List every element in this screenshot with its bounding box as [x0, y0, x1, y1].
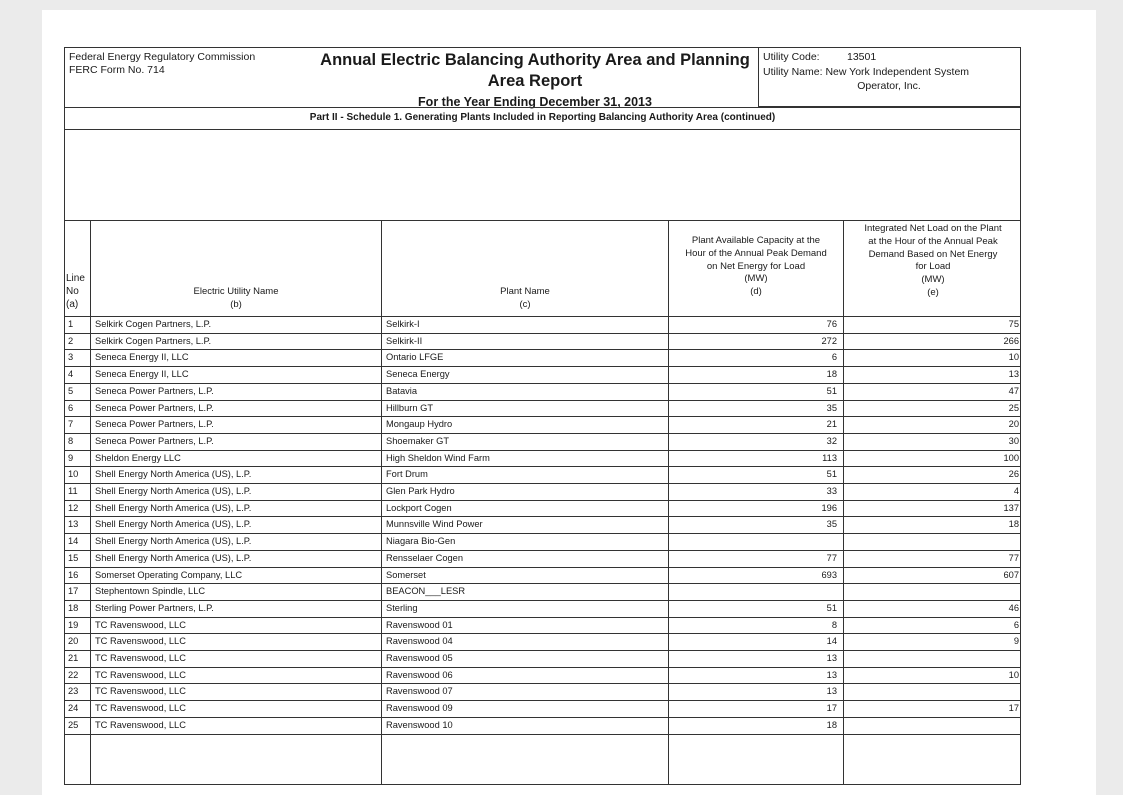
- colhead-netload-4: for Load: [915, 261, 951, 273]
- row-line-no: 5: [68, 385, 74, 396]
- row-line-no: 7: [68, 419, 74, 430]
- row-capacity: 8: [831, 619, 837, 630]
- utility-name-label: Utility Name:: [763, 66, 823, 78]
- colhead-plant: [382, 286, 668, 312]
- colhead-netload-6: (e): [927, 286, 939, 298]
- row-line-no: 10: [68, 469, 79, 480]
- row-line-no: 11: [68, 486, 78, 496]
- row-line-no: 8: [68, 435, 74, 446]
- colhead-capacity-3: on Net Energy for Load: [706, 260, 806, 272]
- row-utility-name: Seneca Energy II, LLC: [95, 369, 189, 380]
- colhead-capacity-4: (MW): [744, 273, 768, 285]
- colhead-capacity-1: Plant Available Capacity at the: [691, 235, 821, 246]
- row-line-no: 14: [68, 536, 79, 547]
- colhead-capacity: [669, 235, 843, 299]
- row-net-load: 75: [1008, 319, 1019, 329]
- row-line-no: 3: [68, 352, 74, 363]
- row-capacity: 113: [822, 452, 837, 463]
- row-utility-name: TC Ravenswood, LLC: [95, 686, 186, 697]
- ferc-form: [64, 47, 1021, 785]
- row-net-load: 26: [1008, 469, 1019, 480]
- row-plant-name: Sterling: [386, 602, 418, 613]
- row-utility-name: TC Ravenswood, LLC: [95, 669, 186, 680]
- row-net-load: 4: [1013, 486, 1019, 496]
- row-plant-name: Ravenswood 04: [386, 636, 453, 647]
- report-year: For the Year Ending December 31, 2013: [418, 95, 652, 109]
- row-net-load: 25: [1008, 402, 1019, 413]
- row-utility-name: Selkirk Cogen Partners, L.P.: [95, 319, 212, 329]
- row-utility-name: Seneca Power Partners, L.P.: [95, 402, 214, 413]
- row-net-load: 100: [1003, 452, 1019, 463]
- header-divider: [65, 107, 1020, 108]
- row-line-no: 19: [68, 619, 79, 630]
- row-net-load: 17: [1008, 703, 1019, 714]
- row-line-no: 20: [68, 636, 79, 647]
- row-net-load: 6: [1013, 619, 1019, 630]
- utility-name-row: [763, 65, 969, 79]
- row-line-no: 9: [68, 452, 74, 463]
- row-plant-name: BEACON___LESR: [386, 586, 466, 597]
- row-plant-name: Seneca Energy: [386, 369, 450, 380]
- row-plant-name: Hillburn GT: [386, 402, 434, 413]
- colhead-utility-2: (b): [230, 298, 242, 310]
- row-utility-name: Seneca Energy II, LLC: [95, 352, 189, 363]
- colhead-line-1: Line: [66, 273, 85, 284]
- colhead-netload-2: at the Hour of the Annual Peak: [868, 235, 998, 247]
- row-utility-name: Shell Energy North America (US), L.P.: [95, 502, 252, 513]
- row-net-load: 10: [1008, 352, 1019, 363]
- row-net-load: 47: [1008, 385, 1019, 396]
- row-utility-name: Shell Energy North America (US), L.P.: [95, 552, 252, 563]
- utility-code-row: [763, 50, 877, 64]
- row-plant-name: Niagara Bio-Gen: [386, 536, 456, 547]
- row-plant-name: High Sheldon Wind Farm: [386, 452, 490, 463]
- row-line-no: 22: [68, 669, 79, 680]
- row-line-no: 25: [68, 719, 79, 730]
- row-capacity: 13: [826, 669, 837, 680]
- row-line-no: 17: [68, 586, 79, 597]
- row-plant-name: Munnsville Wind Power: [386, 519, 483, 530]
- row-capacity: 693: [821, 569, 837, 580]
- utility-code-value: 13501: [847, 51, 877, 63]
- utility-info-box: [758, 47, 1021, 107]
- row-net-load: 266: [1003, 335, 1019, 346]
- row-capacity: 18: [826, 719, 837, 730]
- row-utility-name: Shell Energy North America (US), L.P.: [95, 536, 252, 547]
- row-plant-name: Ravenswood 01: [386, 619, 453, 630]
- agency-name: Federal Energy Regulatory Commission: [69, 51, 256, 63]
- row-capacity: 35: [826, 519, 837, 530]
- row-line-no: 12: [68, 502, 79, 513]
- row-line-no: 16: [68, 569, 79, 580]
- row-divider: [65, 734, 1020, 735]
- row-net-load: 13: [1008, 369, 1019, 380]
- colhead-plant-1: Plant Name: [500, 286, 550, 297]
- row-utility-name: TC Ravenswood, LLC: [95, 636, 186, 647]
- row-plant-name: Ravenswood 09: [386, 703, 453, 714]
- row-plant-name: Ravenswood 10: [386, 719, 453, 730]
- row-plant-name: Batavia: [386, 385, 418, 396]
- utility-code-label: Utility Code:: [763, 51, 820, 63]
- row-net-load: 607: [1003, 569, 1019, 580]
- row-plant-name: Ravenswood 07: [386, 686, 453, 697]
- colhead-netload: [844, 223, 1022, 300]
- row-plant-name: Shoemaker GT: [386, 435, 450, 446]
- row-line-no: 6: [68, 402, 74, 413]
- row-net-load: 18: [1008, 519, 1019, 530]
- row-plant-name: Ontario LFGE: [386, 352, 444, 363]
- row-line-no: 1: [68, 319, 74, 329]
- colhead-capacity-2: Hour of the Annual Peak Demand: [685, 247, 827, 259]
- row-capacity: 21: [826, 419, 837, 430]
- part-divider: [65, 129, 1020, 130]
- document-page: [42, 10, 1096, 795]
- row-capacity: 17: [826, 703, 837, 714]
- row-utility-name: Shell Energy North America (US), L.P.: [95, 519, 252, 530]
- row-capacity: 32: [826, 435, 837, 446]
- row-line-no: 4: [68, 369, 74, 380]
- row-net-load: 30: [1008, 435, 1019, 446]
- form-number: FERC Form No. 714: [69, 64, 165, 76]
- colhead-line-3: (a): [66, 298, 79, 310]
- colhead-line: [65, 273, 91, 311]
- row-utility-name: Shell Energy North America (US), L.P.: [95, 469, 252, 480]
- colhead-capacity-5: (d): [750, 286, 762, 298]
- utility-name-line1: New York Independent System: [825, 66, 970, 78]
- colhead-utility-1: Electric Utility Name: [193, 286, 279, 297]
- row-capacity: 14: [826, 636, 837, 647]
- row-utility-name: Seneca Power Partners, L.P.: [95, 435, 214, 446]
- row-line-no: 13: [68, 519, 79, 530]
- row-net-load: 77: [1008, 552, 1019, 563]
- row-utility-name: Seneca Power Partners, L.P.: [95, 385, 214, 396]
- colhead-netload-1: Integrated Net Load on the Plant: [864, 223, 1002, 234]
- row-utility-name: Somerset Operating Company, LLC: [95, 569, 243, 580]
- colhead-netload-5: (MW): [921, 274, 945, 286]
- row-utility-name: TC Ravenswood, LLC: [95, 653, 186, 663]
- row-line-no: 2: [68, 335, 74, 346]
- part-title: Part II - Schedule 1. Generating Plants Included in Reporting Balancing Authority Area (continued): [309, 112, 776, 123]
- row-plant-name: Selkirk-I: [386, 319, 420, 329]
- row-line-no: 18: [68, 602, 79, 613]
- header-left: [69, 51, 309, 77]
- row-capacity: 6: [831, 352, 837, 363]
- row-plant-name: Rensselaer Cogen: [386, 552, 464, 563]
- row-net-load: 9: [1013, 636, 1019, 647]
- row-line-no: 21: [68, 653, 79, 663]
- row-line-no: 15: [68, 552, 79, 563]
- row-utility-name: Selkirk Cogen Partners, L.P.: [95, 335, 212, 346]
- row-capacity: 35: [826, 402, 837, 413]
- row-capacity: 196: [821, 502, 837, 513]
- row-plant-name: Selkirk-II: [386, 335, 423, 346]
- colhead-netload-3: Demand Based on Net Energy: [868, 248, 998, 260]
- row-plant-name: Glen Park Hydro: [386, 486, 455, 496]
- row-plant-name: Somerset: [386, 569, 426, 580]
- blank-area-divider: [65, 220, 1020, 221]
- row-net-load: 137: [1003, 502, 1019, 513]
- row-utility-name: Sheldon Energy LLC: [95, 452, 181, 463]
- row-capacity: 272: [821, 335, 837, 346]
- row-capacity: 13: [826, 686, 837, 697]
- report-title-line1: Annual Electric Balancing Authority Area and Planning: [320, 51, 750, 69]
- colhead-plant-2: (c): [519, 298, 531, 310]
- row-net-load: 10: [1008, 669, 1019, 680]
- row-plant-name: Ravenswood 06: [386, 669, 453, 680]
- report-title-line2: Area Report: [487, 72, 583, 90]
- row-utility-name: TC Ravenswood, LLC: [95, 719, 186, 730]
- row-plant-name: Mongaup Hydro: [386, 419, 453, 430]
- row-capacity: 51: [826, 602, 837, 613]
- utility-name-line2: Operator, Inc.: [857, 80, 921, 92]
- header-title-block: [310, 50, 760, 111]
- colhead-utility: [91, 286, 381, 312]
- row-line-no: 24: [68, 703, 79, 714]
- row-utility-name: Sterling Power Partners, L.P.: [95, 602, 214, 613]
- row-capacity: 33: [826, 486, 837, 496]
- row-utility-name: TC Ravenswood, LLC: [95, 703, 186, 714]
- row-capacity: 51: [826, 469, 837, 480]
- row-capacity: 51: [826, 385, 837, 396]
- row-capacity: 76: [826, 319, 837, 329]
- row-line-no: 23: [68, 686, 79, 697]
- row-plant-name: Lockport Cogen: [386, 502, 452, 513]
- row-plant-name: Fort Drum: [386, 469, 428, 480]
- colhead-line-2: No: [66, 285, 79, 297]
- row-capacity: 13: [826, 653, 837, 663]
- row-utility-name: Seneca Power Partners, L.P.: [95, 419, 214, 430]
- row-utility-name: Stephentown Spindle, LLC: [95, 586, 206, 597]
- row-utility-name: Shell Energy North America (US), L.P.: [95, 486, 252, 496]
- row-capacity: 18: [826, 369, 837, 380]
- row-net-load: 46: [1008, 602, 1019, 613]
- row-net-load: 20: [1008, 419, 1019, 430]
- row-plant-name: Ravenswood 05: [386, 653, 453, 663]
- row-utility-name: TC Ravenswood, LLC: [95, 619, 186, 630]
- row-capacity: 77: [826, 552, 837, 563]
